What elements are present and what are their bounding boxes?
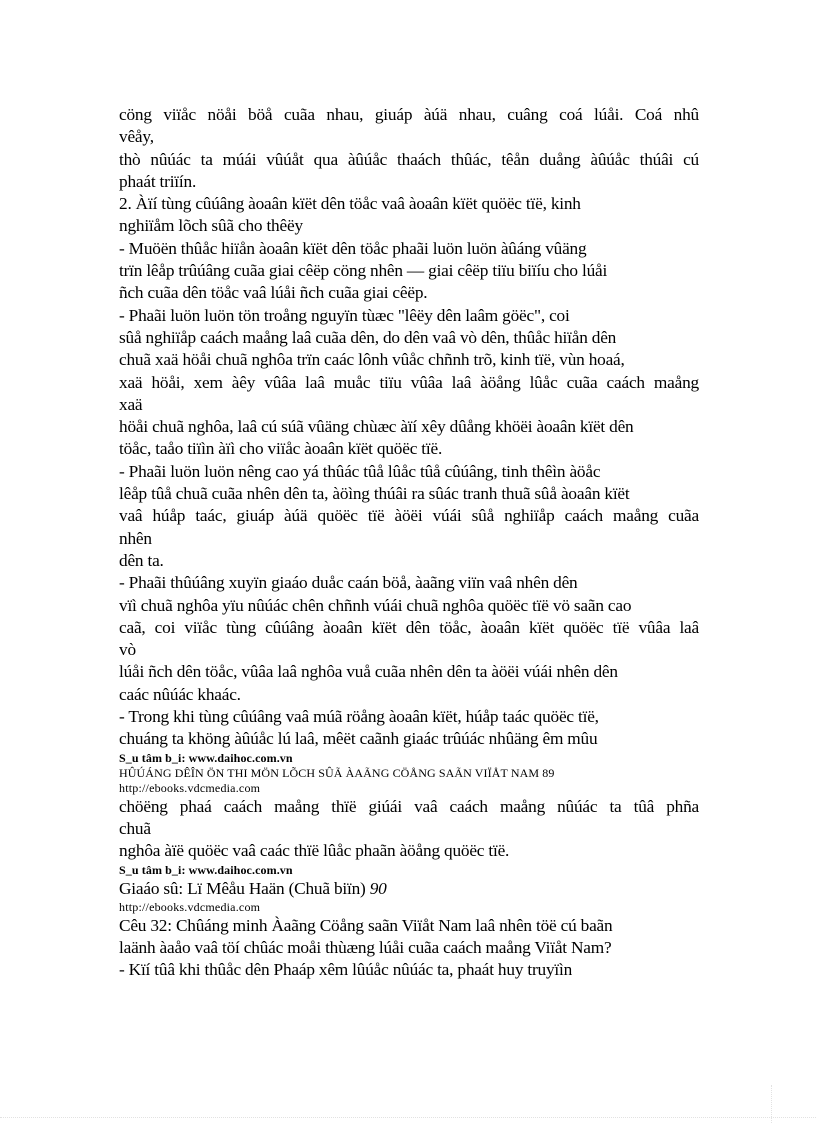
body-line: nghôa àïë quöëc vaâ caác thïë lûåc phaãn àöång quöëc tïë.: [119, 841, 510, 861]
body-line: cöng viïåc nöåi böå cuãa nhau, giuáp àúä nhau, cuâng coá lúåi. Coá nhû: [119, 105, 699, 124]
body-line: lúåi ñch dên töåc, vûâa laâ nghôa vuå cuãa nhên dên ta àöëi vúái nhên dên: [119, 662, 618, 682]
body-line: dên ta.: [119, 550, 164, 570]
body-line: chuã: [119, 818, 151, 838]
page-number: 90: [369, 878, 387, 898]
body-line: - Phaãi luön luön tön troång nguyïn tùæc "lêëy dên laâm göëc", coi: [119, 305, 570, 325]
body-line: - Phaãi luön luön nêng cao yá thûác tûå lûåc tûå cûúâng, tinh thêìn àöåc: [119, 461, 601, 481]
body-line: - Phaãi thûúâng xuyïn giaáo duåc caán böå, àaãng viïn vaâ nhên dên: [119, 573, 578, 593]
question-heading: Cêu 32: Chûáng minh Àaãng Cöång saãn Viïåt Nam laâ nhên töë cú baãn: [119, 915, 613, 935]
body-line: chöëng phaá caách maång thïë giúái vaâ caách maång nûúác ta tûâ phña: [119, 796, 699, 816]
body-line: nhên: [119, 528, 152, 548]
body-line: - Muöën thûåc hiïån àoaân kïët dên töåc phaãi luön luön àûáng vûäng: [119, 238, 587, 258]
body-line: chuã xaä höåi chuã nghôa trïn caác lônh vûåc chñnh trõ, kinh tïë, vùn hoaá,: [119, 350, 625, 370]
body-line: 2. Àïí tùng cûúâng àoaân kïët dên töåc vaâ àoaân kïët quöëc tïë, kinh: [119, 194, 581, 214]
body-line: xaä höåi, xem àêy vûâa laâ muåc tiïu vûâa laâ àöång lûåc cuãa caách maång: [119, 372, 699, 392]
body-line: laänh àaåo vaâ töí chûác moåi thùæng lúåi cuãa caách maång Viïåt Nam?: [119, 938, 612, 958]
source-url: http://ebooks.vdcmedia.com: [119, 899, 261, 914]
page-border: [0, 1117, 816, 1118]
running-header-text: Giaáo sû: Lï Mêåu Haän (Chuã biïn): [119, 878, 366, 898]
body-line: - Trong khi tùng cûúâng vaâ múã röång àoaân kïët, húåp taác quöëc tïë,: [119, 707, 599, 727]
body-line: sûå nghiïåp caách maång laâ cuãa dên, do dên vaâ vò dên, thûåc hiïån dên: [119, 327, 617, 347]
running-header: [119, 878, 699, 900]
body-line: caã, coi viïåc tùng cûúâng àoaân kïët dên töåc, àoaân kïët quöëc tïë vûâa laâ: [119, 617, 699, 637]
body-line: vò: [119, 640, 136, 660]
body-line: höåi chuã nghôa, laâ cú súã vûäng chùæc àïí xêy dûång khöëi àoaân kïët dên: [119, 417, 634, 437]
body-line: lêåp tûå chuã cuãa nhên dên ta, àöìng thúâi ra sûác tranh thuã sûå àoaân kïët: [119, 484, 630, 504]
body-line: nghiïåm lõch sûã cho thêëy: [119, 216, 303, 236]
body-line: trïn lêåp trûúâng cuãa giai cêëp cöng nhên — giai cêëp tiïu biïíu cho lúåi: [119, 261, 608, 281]
body-line: ñch cuãa dên töåc vaâ lúåi ñch cuãa giai cêëp.: [119, 283, 428, 303]
body-line: caác nûúác khaác.: [119, 684, 241, 704]
body-line: thò nûúác ta múái vûúåt qua àûúåc thaách thûác, têån duång àûúåc thúâi cú: [119, 149, 699, 169]
source-note: S_u tâm b_i: www.daihoc.com.vn: [119, 862, 293, 877]
body-line: xaä: [119, 394, 143, 414]
body-line: - Kïí tûâ khi thûåc dên Phaáp xêm lûúåc nûúác ta, phaát huy truyïìn: [119, 960, 573, 980]
body-line: phaát triïín.: [119, 171, 197, 191]
body-line: töåc, taåo tiïìn àïì cho viïåc àoaân kïët quöëc tïë.: [119, 439, 443, 459]
source-url: http://ebooks.vdcmedia.com: [119, 780, 261, 795]
body-line: vaâ húåp taác, giuáp àúä quöëc tïë àöëi vúái sûå nghiïåp caách maång cuãa: [119, 506, 699, 526]
body-line: vïì chuã nghôa yïu nûúác chên chñnh vúái chuã nghôa quöëc tïë vö saãn cao: [119, 595, 632, 615]
body-line: chuáng ta khöng àûúåc lú laâ, mêët caãnh giaác trûúác nhûäng êm mûu: [119, 729, 598, 749]
running-header: HÛÚÁNG DÊÎN ÖN THI MÖN LÕCH SÛÃ ÀAÃNG CÖÅNG SAÃN VIÏÅT NAM 89: [119, 765, 555, 780]
document-page: [119, 104, 699, 982]
page-border: [771, 1085, 772, 1123]
body-line: vêåy,: [119, 127, 154, 147]
source-note: S_u tâm b_i: www.daihoc.com.vn: [119, 750, 293, 765]
